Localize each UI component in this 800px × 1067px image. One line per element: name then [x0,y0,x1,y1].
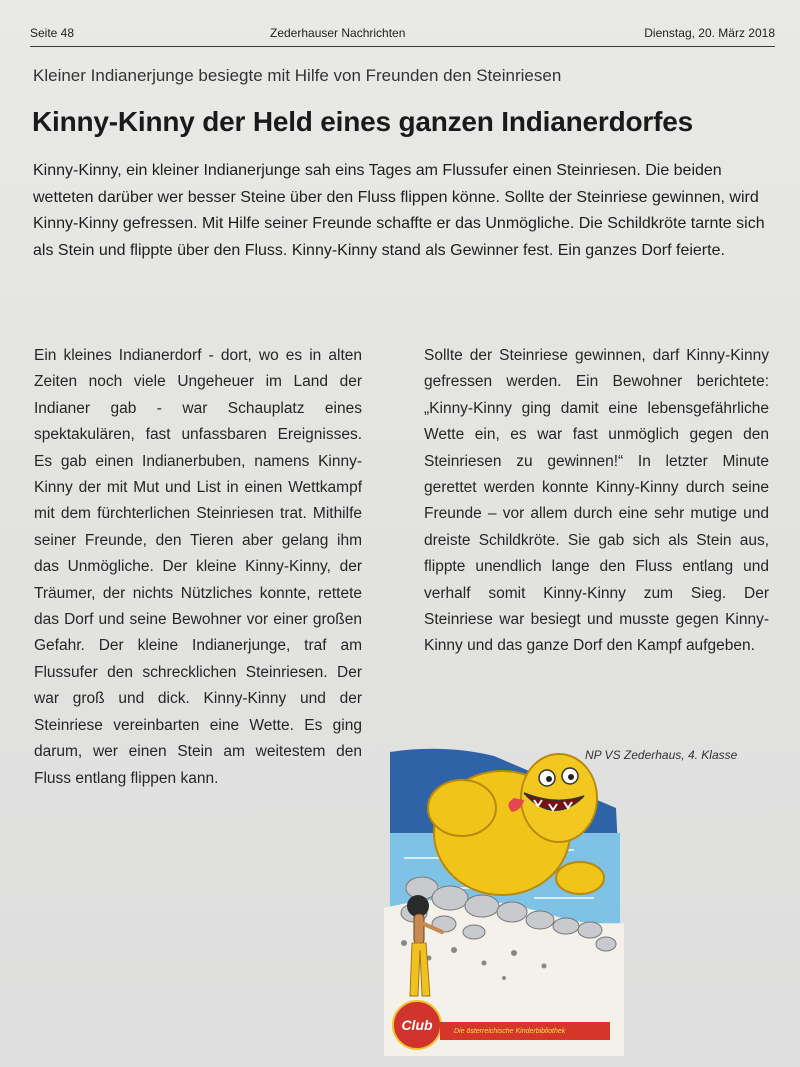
author-credit: NP VS Zederhaus, 4. Klasse [585,748,738,762]
page-header [30,26,775,47]
article-column-right: Sollte der Steinriese gewinnen, darf Kinny-Kinny gefressen werden. Ein Bewohner berichtete: „Kinny-Kinny ging damit eine lebensgefährliche Wette ein, es war fast unmöglich gegen den Steinriesen zu gewinnen!“ In letzter Minute gerettet werden konnte Kinny-Kinny durch seine Freunde – vor allem durch eine sehr mutige und dreiste Schildkröte. Sie gab sich als Stein aus, flippte unendlich lange den Fluss entlang und verhalf somit Kinny-Kinny zum Sieg. Der Steinriese war besiegt und musste gegen Kinny-Kinny und das ganze Dorf den Kampf aufgeben. [424,347,769,655]
issue-date: Dienstag, 20. März 2018 [644,26,775,40]
article-lead: Kinny-Kinny, ein kleiner Indianerjunge sah eins Tages am Flussufer einen Steinriesen. Die beiden wetteten darüber wer besser Steine über den Fluss flippen könne. Sollte der Steinriese gewinnen, wird Kinny-Kinny gefressen. Mit Hilfe seiner Freunde schaffte er das Unmögliche. Die Schildkröte tarnte sich als Stein und flippte über den Fluss. Kinny-Kinny stand als Gewinner fest. Ein ganzes Dorf feierte. [33,162,765,259]
page-number: Seite 48 [30,26,75,40]
article-kicker: Kleiner Indianerjunge besiegte mit Hilfe von Freunden den Steinriesen [33,66,562,85]
article-headline: Kinny-Kinny der Held eines ganzen Indianerdorfes [32,106,693,137]
article-column-left: Ein kleines Indianerdorf - dort, wo es in alten Zeiten noch viele Ungeheuer im Land der Indianer gab - war Schauplatz eines spektakulären, fast unfassbaren Ereignisses. Es gab einen Indianerbuben, namens Kinny-Kinny der mit Mut und List in einen Wettkampf mit dem fürchterlichen Steinriesen trat. Mithilfe seiner Freunde, den Tieren aber gelang ihm das Unmögliche. Der kleine Kinny-Kinny, der Träumer, der nichts Nützliches konnte, rettete das Dorf und seine Bewohner vor einer großen Gefahr. Der kleine Indianerjunge, traf am Flussufer den schrecklichen Steinriesen. Der war groß und dick. Kinny-Kinny und der Steinriese vereinbarten eine Wette. Es ging darum, wer einen Stein am weitestem den Fluss entlang flippen kann. [34,347,362,787]
library-banner: Die österreichische Kinderbibliothek [440,1022,610,1040]
newspaper-name: Zederhauser Nachrichten [270,26,406,40]
club-logo: Club [392,1000,442,1050]
